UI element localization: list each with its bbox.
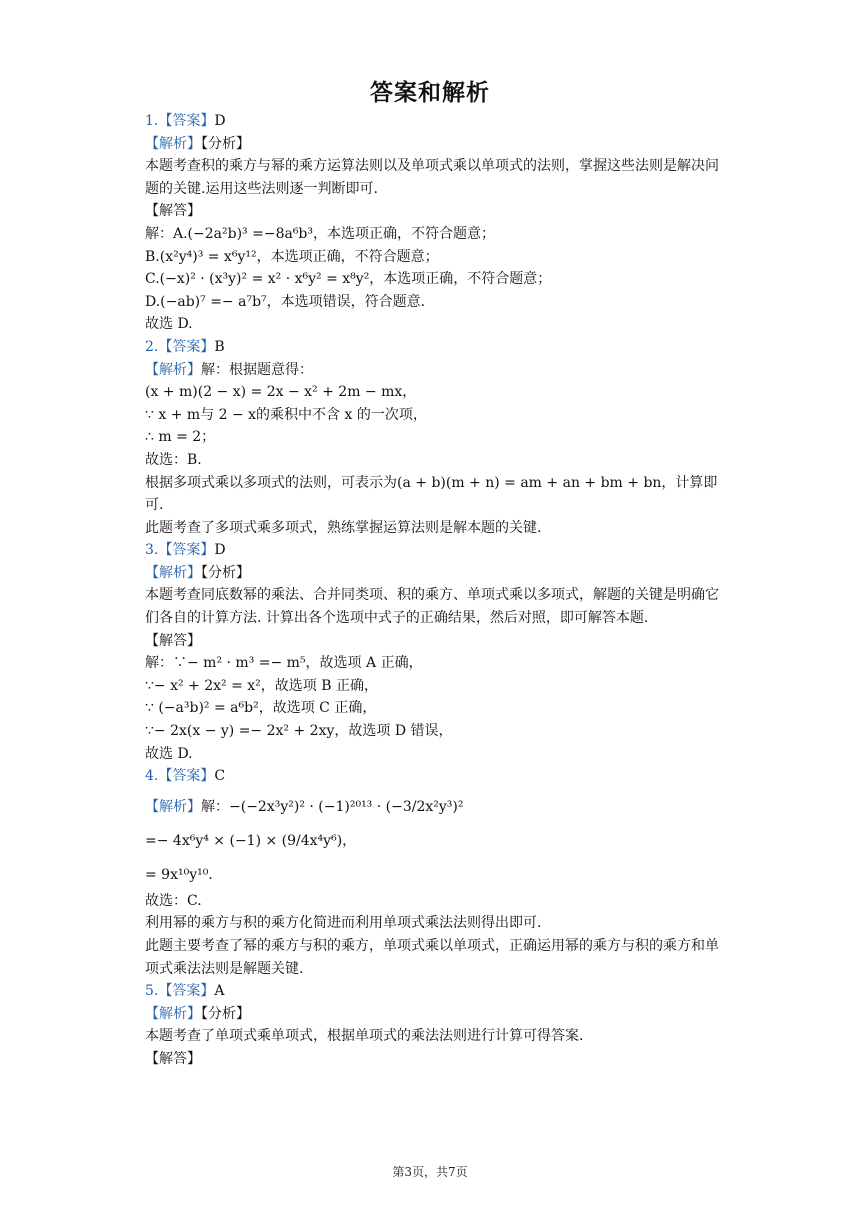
- text-line: [145, 788, 720, 822]
- section-label: 【解析】: [145, 361, 201, 378]
- text-line: [145, 652, 720, 675]
- line-text: B: [214, 338, 225, 355]
- text-line: [145, 404, 720, 427]
- text-line: [145, 630, 720, 653]
- text-line: [145, 133, 720, 156]
- text-line: [145, 539, 720, 562]
- text-line: [145, 584, 720, 629]
- line-text: 【分析】: [201, 1005, 250, 1022]
- line-text: 【解答】: [145, 632, 201, 649]
- line-text: 故选 D.: [145, 745, 193, 762]
- line-text: 此题主要考查了幂的乘方与积的乘方，单项式乘以单项式，正确运用幂的乘方与积的乘方和单项式乘法法则是解题关键.: [145, 938, 719, 977]
- text-line: [145, 223, 720, 246]
- line-text: 解：A.(−2a²b)³ =−8a⁶b³，本选项正确，不符合题意；: [145, 225, 496, 242]
- line-text: 【分析】: [201, 564, 250, 581]
- text-line: [145, 1048, 720, 1071]
- text-line: [145, 1003, 720, 1026]
- line-text: ∵ x + m与 2 − x的乘积中不含 x 的一次项，: [145, 406, 427, 423]
- text-line: [145, 822, 720, 856]
- text-line: [145, 291, 720, 314]
- line-text: 根据多项式乘以多项式的法则，可表示为(a + b)(m + n) = am + an + bm + bn，计算即可.: [145, 474, 718, 514]
- line-text: 解：根据题意得：: [201, 361, 313, 378]
- text-line: [145, 720, 720, 743]
- text-line: [145, 765, 720, 788]
- section-label: 【解析】: [145, 135, 201, 152]
- text-line: [145, 912, 720, 935]
- line-text: 故选：C.: [145, 892, 202, 909]
- text-line: [145, 246, 720, 269]
- section-label: 4.【答案】: [145, 768, 215, 785]
- text-line: [145, 980, 720, 1003]
- line-text: ∵− 2x(x − y) =− 2x² + 2xy，故选项 D 错误，: [145, 723, 453, 740]
- text-line: [145, 517, 720, 540]
- text-line: [145, 336, 720, 359]
- line-text: D: [214, 113, 226, 129]
- text-line: [145, 697, 720, 720]
- text-line: [145, 426, 720, 449]
- line-text: ∵ (−a³b)² = a⁶b²，故选项 C 正确，: [145, 700, 377, 717]
- line-text: = 9x¹⁰y¹⁰.: [145, 866, 213, 883]
- text-line: [145, 935, 720, 980]
- line-text: 本题考查同底数幂的乘法、合并同类项、积的乘方、单项式乘以多项式，解题的关键是明确它们各自的计算方法. 计算出各个选项中式子的正确结果，然后对照，即可解答本题.: [145, 587, 719, 627]
- text-line: [145, 856, 720, 890]
- text-line: [145, 1025, 720, 1048]
- text-line: [145, 472, 720, 517]
- line-text: =− 4x⁶y⁴ × (−1) × (9/4x⁴y⁶)，: [145, 832, 357, 849]
- line-text: 利用幂的乘方与积的乘方化简进而利用单项式乘法法则得出即可.: [145, 915, 542, 932]
- section-label: 1.【答案】: [145, 113, 215, 129]
- text-line: [145, 675, 720, 698]
- text-line: [145, 268, 720, 291]
- text-line: [145, 359, 720, 382]
- line-text: A: [214, 983, 225, 1000]
- text-line: [145, 313, 720, 336]
- page-footer: 第3页，共7页: [392, 1165, 468, 1179]
- text-line: [145, 562, 720, 585]
- text-line: [145, 200, 720, 223]
- line-text: 解：−(−2x³y²)² · (−1)²⁰¹³ · (−3/2x²y³)²: [201, 798, 464, 815]
- section-label: 【解析】: [145, 1005, 201, 1022]
- line-text: 解：∵− m² · m³ =− m⁵，故选项 A 正确，: [145, 655, 423, 672]
- section-label: 【解析】: [145, 798, 201, 815]
- section-label: 5.【答案】: [145, 983, 215, 1000]
- line-text: 此题考查了多项式乘多项式，熟练掌握运算法则是解本题的关键.: [145, 519, 542, 536]
- line-text: 故选：B.: [145, 451, 202, 468]
- line-text: 本题考查积的乘方与幂的乘方运算法则以及单项式乘以单项式的法则，掌握这些法则是解决问题的关键.运用这些法则逐一判断即可.: [145, 158, 719, 197]
- line-text: (x + m)(2 − x) = 2x − x² + 2m − mx，: [145, 384, 417, 401]
- section-label: 【解析】: [145, 564, 201, 581]
- line-text: 本题考查了单项式乘单项式，根据单项式的乘法法则进行计算可得答案.: [145, 1028, 584, 1045]
- line-text: 【解答】: [145, 1050, 201, 1067]
- line-text: ∴ m = 2；: [145, 429, 216, 446]
- section-label: 3.【答案】: [145, 542, 215, 559]
- line-text: B.(x²y⁴)³ = x⁶y¹²，本选项正确，不符合题意；: [145, 248, 439, 265]
- line-text: 【解答】: [145, 203, 201, 220]
- line-text: 【分析】: [201, 135, 250, 152]
- section-label: 2.【答案】: [145, 338, 215, 355]
- line-text: D: [214, 542, 226, 559]
- text-line: [145, 381, 720, 404]
- line-text: ∵− x² + 2x² = x²，故选项 B 正确，: [145, 677, 378, 694]
- line-text: D.(−ab)⁷ =− a⁷b⁷，本选项错误，符合题意.: [145, 293, 426, 310]
- text-line: [145, 890, 720, 913]
- text-line: [145, 743, 720, 766]
- page-title: 答案和解析: [370, 79, 490, 106]
- line-text: C: [214, 768, 226, 785]
- text-line: [145, 449, 720, 472]
- line-text: 故选 D.: [145, 316, 193, 333]
- line-text: C.(−x)² · (x³y)² = x² · x⁶y² = x⁸y²，本选项正确，不符合题意；: [145, 271, 552, 288]
- text-line: [145, 110, 720, 133]
- answer-content: [145, 110, 720, 1071]
- text-line: [145, 155, 720, 200]
